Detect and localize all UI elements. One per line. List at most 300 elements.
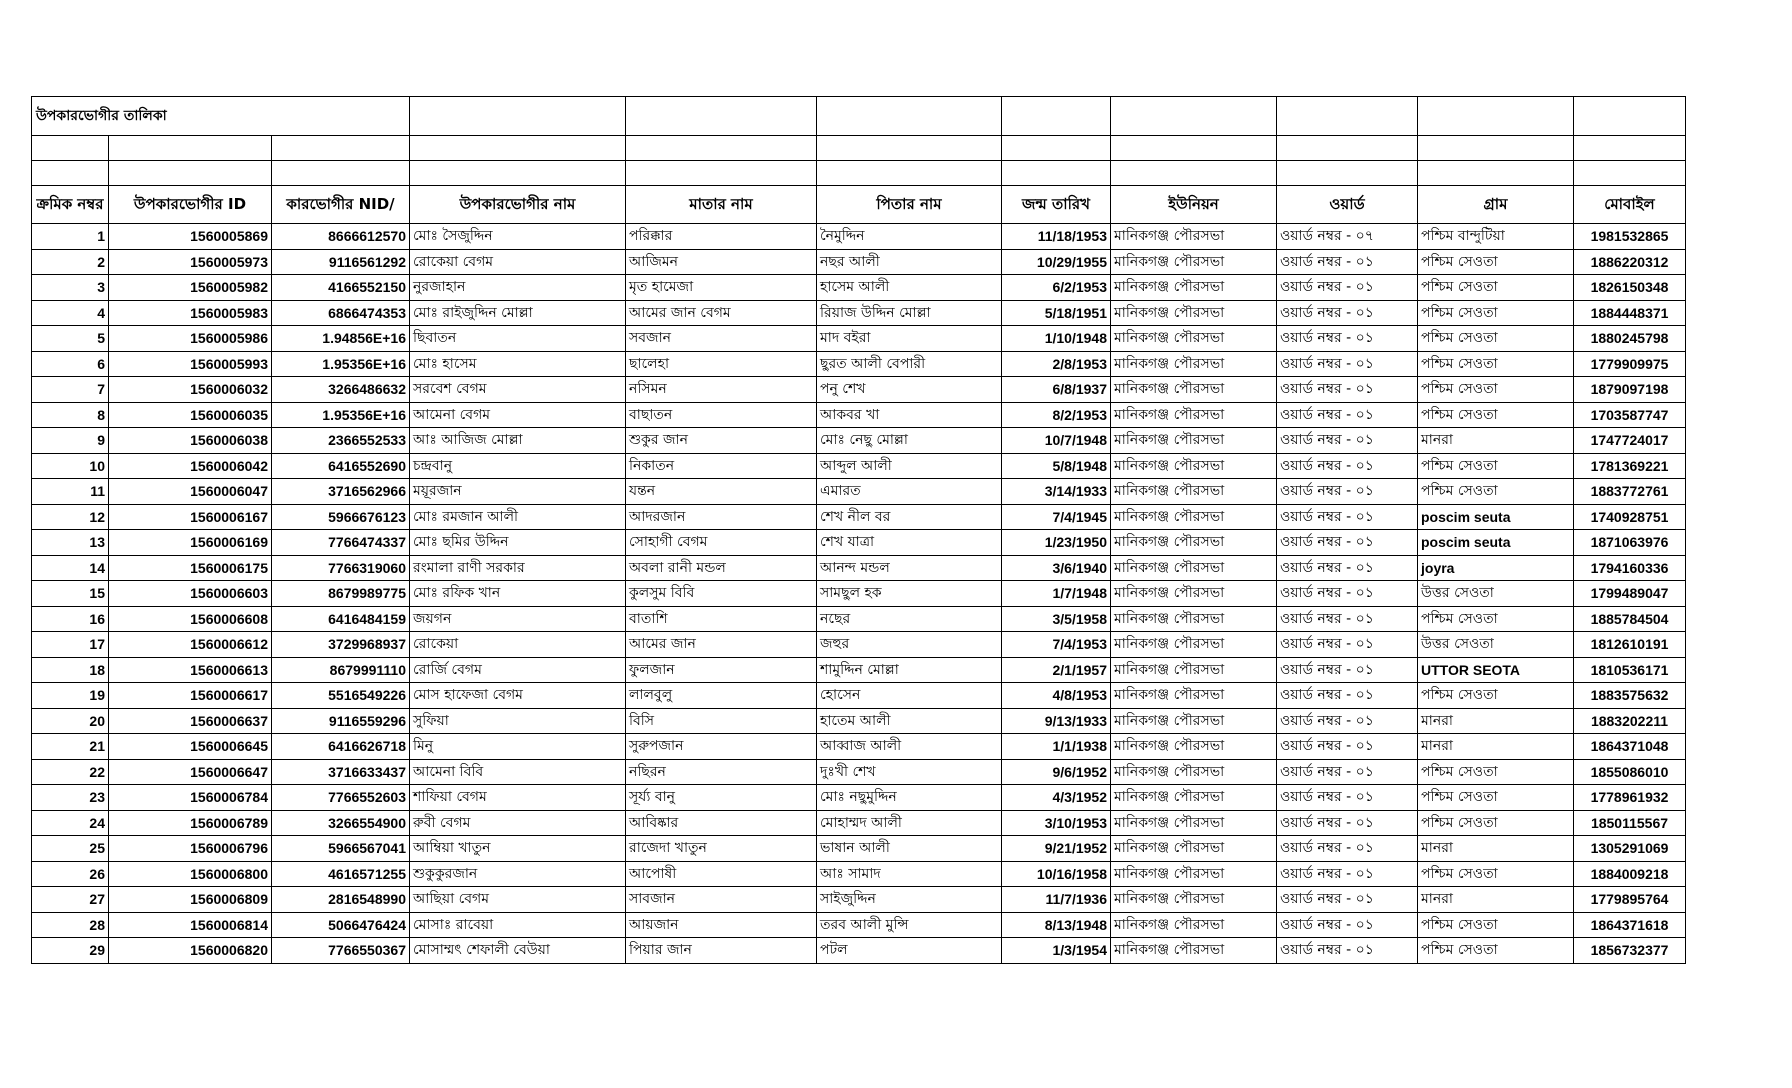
village-cell: মানরা	[1418, 708, 1574, 734]
union-cell: মানিকগঞ্জ পৌরসভা	[1111, 504, 1277, 530]
nid-cell: 3729968937	[272, 632, 410, 658]
beneficiary-name-cell: মোঃ রাইজুদ্দিন মোল্লা	[410, 300, 626, 326]
beneficiary-table	[31, 96, 1686, 964]
beneficiary-name-cell: মোঃ রফিক খান	[410, 581, 626, 607]
serial-cell: 28	[32, 912, 109, 938]
beneficiary-name-cell: মোস হাফেজা বেগম	[410, 683, 626, 709]
ward-cell: ওয়ার্ড নম্বর - ০১	[1277, 861, 1418, 887]
beneficiary-name-cell: আমেনা বেগম	[410, 402, 626, 428]
table-row	[32, 428, 1686, 454]
mobile-cell: 1880245798	[1574, 326, 1686, 352]
table-row	[32, 734, 1686, 760]
union-cell: মানিকগঞ্জ পৌরসভা	[1111, 530, 1277, 556]
mother-name-cell: পরিক্কার	[626, 224, 817, 250]
nid-cell: 3716633437	[272, 759, 410, 785]
village-cell: পশ্চিম সেওতা	[1418, 938, 1574, 964]
table-row	[32, 402, 1686, 428]
table-row	[32, 708, 1686, 734]
empty-cell	[1002, 136, 1111, 161]
father-name-cell: সাইজুদ্দিন	[817, 887, 1002, 913]
table-row	[32, 479, 1686, 505]
beneficiary-name-cell: মোঃ ছমির উদ্দিন	[410, 530, 626, 556]
serial-cell: 12	[32, 504, 109, 530]
mother-name-cell: আজিমন	[626, 249, 817, 275]
union-cell: মানিকগঞ্জ পৌরসভা	[1111, 300, 1277, 326]
birth-date-cell: 3/5/1958	[1002, 606, 1111, 632]
union-cell: মানিকগঞ্জ পৌরসভা	[1111, 912, 1277, 938]
beneficiary-name-cell: রোকেয়া	[410, 632, 626, 658]
nid-cell: 5516549226	[272, 683, 410, 709]
title-row	[32, 97, 1686, 136]
village-cell: পশ্চিম সেওতা	[1418, 351, 1574, 377]
serial-cell: 8	[32, 402, 109, 428]
village-cell: উত্তর সেওতা	[1418, 632, 1574, 658]
mother-name-cell: নিকাতন	[626, 453, 817, 479]
serial-cell: 16	[32, 606, 109, 632]
ward-cell: ওয়ার্ড নম্বর - ০১	[1277, 504, 1418, 530]
beneficiary-name-cell: মোঃ হাসেম	[410, 351, 626, 377]
beneficiary-id-cell: 1560006637	[109, 708, 272, 734]
ward-cell: ওয়ার্ড নম্বর - ০১	[1277, 581, 1418, 607]
beneficiary-id-cell: 1560006042	[109, 453, 272, 479]
beneficiary-id-cell: 1560006613	[109, 657, 272, 683]
mobile-cell: 1884448371	[1574, 300, 1686, 326]
beneficiary-name-cell: রোর্জি বেগম	[410, 657, 626, 683]
birth-date-cell: 8/2/1953	[1002, 402, 1111, 428]
ward-cell: ওয়ার্ড নম্বর - ০১	[1277, 402, 1418, 428]
mobile-cell: 1305291069	[1574, 836, 1686, 862]
father-name-cell: মাদ বইরা	[817, 326, 1002, 352]
empty-cell	[1111, 97, 1277, 136]
village-cell: poscim seuta	[1418, 530, 1574, 556]
father-name-cell: শেখ নীল বর	[817, 504, 1002, 530]
mother-name-cell: অবলা রানী মন্ডল	[626, 555, 817, 581]
header-father-name: পিতার নাম	[817, 186, 1002, 224]
beneficiary-id-cell: 1560005982	[109, 275, 272, 301]
village-cell: পশ্চিম সেওতা	[1418, 326, 1574, 352]
birth-date-cell: 9/21/1952	[1002, 836, 1111, 862]
ward-cell: ওয়ার্ড নম্বর - ০৭	[1277, 224, 1418, 250]
serial-cell: 1	[32, 224, 109, 250]
empty-cell	[32, 136, 109, 161]
empty-cell	[272, 161, 410, 186]
beneficiary-name-cell: মোসাম্মৎ শেফালী বেউয়া	[410, 938, 626, 964]
beneficiary-name-cell: সরবেশ বেগম	[410, 377, 626, 403]
ward-cell: ওয়ার্ড নম্বর - ০১	[1277, 351, 1418, 377]
table-row	[32, 861, 1686, 887]
mother-name-cell: সূর্য্য বানু	[626, 785, 817, 811]
birth-date-cell: 10/16/1958	[1002, 861, 1111, 887]
header-serial: ক্রমিক নম্বর	[32, 186, 109, 224]
village-cell: পশ্চিম সেওতা	[1418, 249, 1574, 275]
beneficiary-id-cell: 1560006796	[109, 836, 272, 862]
beneficiary-name-cell: মোঃ রমজান আলী	[410, 504, 626, 530]
mobile-cell: 1740928751	[1574, 504, 1686, 530]
ward-cell: ওয়ার্ড নম্বর - ০১	[1277, 683, 1418, 709]
father-name-cell: আব্দুল আলী	[817, 453, 1002, 479]
beneficiary-id-cell: 1560005983	[109, 300, 272, 326]
mobile-cell: 1794160336	[1574, 555, 1686, 581]
father-name-cell: নছের	[817, 606, 1002, 632]
empty-cell	[817, 161, 1002, 186]
mother-name-cell: আমের জান	[626, 632, 817, 658]
union-cell: মানিকগঞ্জ পৌরসভা	[1111, 861, 1277, 887]
birth-date-cell: 10/7/1948	[1002, 428, 1111, 454]
mobile-cell: 1778961932	[1574, 785, 1686, 811]
empty-cell	[1002, 161, 1111, 186]
beneficiary-name-cell: নুরজাহান	[410, 275, 626, 301]
union-cell: মানিকগঞ্জ পৌরসভা	[1111, 759, 1277, 785]
serial-cell: 3	[32, 275, 109, 301]
mobile-cell: 1884009218	[1574, 861, 1686, 887]
table-row	[32, 504, 1686, 530]
table-row	[32, 351, 1686, 377]
beneficiary-name-cell: রোকেয়া বেগম	[410, 249, 626, 275]
page-title: উপকারভোগীর তালিকা	[32, 97, 410, 136]
union-cell: মানিকগঞ্জ পৌরসভা	[1111, 938, 1277, 964]
table-row	[32, 581, 1686, 607]
ward-cell: ওয়ার্ড নম্বর - ০১	[1277, 708, 1418, 734]
beneficiary-name-cell: আমেনা বিবি	[410, 759, 626, 785]
nid-cell: 7766319060	[272, 555, 410, 581]
empty-cell	[626, 161, 817, 186]
birth-date-cell: 8/13/1948	[1002, 912, 1111, 938]
serial-cell: 11	[32, 479, 109, 505]
nid-cell: 6416484159	[272, 606, 410, 632]
mother-name-cell: মৃত হামেজা	[626, 275, 817, 301]
mother-name-cell: সোহাগী বেগম	[626, 530, 817, 556]
table-row	[32, 326, 1686, 352]
beneficiary-id-cell: 1560006617	[109, 683, 272, 709]
village-cell: পশ্চিম সেওতা	[1418, 785, 1574, 811]
father-name-cell: তরব আলী মুন্সি	[817, 912, 1002, 938]
father-name-cell: দুঃখী শেখ	[817, 759, 1002, 785]
village-cell: উত্তর সেওতা	[1418, 581, 1574, 607]
mother-name-cell: আয়জান	[626, 912, 817, 938]
mobile-cell: 1799489047	[1574, 581, 1686, 607]
union-cell: মানিকগঞ্জ পৌরসভা	[1111, 351, 1277, 377]
mother-name-cell: নছিরন	[626, 759, 817, 785]
mother-name-cell: লালবুলু	[626, 683, 817, 709]
mobile-cell: 1747724017	[1574, 428, 1686, 454]
mobile-cell: 1810536171	[1574, 657, 1686, 683]
union-cell: মানিকগঞ্জ পৌরসভা	[1111, 555, 1277, 581]
ward-cell: ওয়ার্ড নম্বর - ০১	[1277, 810, 1418, 836]
father-name-cell: আনন্দ মন্ডল	[817, 555, 1002, 581]
father-name-cell: জহুর	[817, 632, 1002, 658]
empty-cell	[32, 161, 109, 186]
union-cell: মানিকগঞ্জ পৌরসভা	[1111, 428, 1277, 454]
father-name-cell: রিয়াজ উদ্দিন মোল্লা	[817, 300, 1002, 326]
mother-name-cell: বাতাশি	[626, 606, 817, 632]
union-cell: মানিকগঞ্জ পৌরসভা	[1111, 249, 1277, 275]
beneficiary-id-cell: 1560006784	[109, 785, 272, 811]
table-row	[32, 275, 1686, 301]
father-name-cell: ছুরত আলী বেপারী	[817, 351, 1002, 377]
nid-cell: 1.95356E+16	[272, 351, 410, 377]
beneficiary-id-cell: 1560006169	[109, 530, 272, 556]
empty-cell	[626, 97, 817, 136]
nid-cell: 4616571255	[272, 861, 410, 887]
header-union: ইউনিয়ন	[1111, 186, 1277, 224]
beneficiary-id-cell: 1560006809	[109, 887, 272, 913]
serial-cell: 13	[32, 530, 109, 556]
beneficiary-id-cell: 1560006032	[109, 377, 272, 403]
beneficiary-id-cell: 1560005869	[109, 224, 272, 250]
empty-cell	[1574, 136, 1686, 161]
village-cell: পশ্চিম সেওতা	[1418, 606, 1574, 632]
serial-cell: 21	[32, 734, 109, 760]
serial-cell: 7	[32, 377, 109, 403]
empty-cell	[1418, 136, 1574, 161]
birth-date-cell: 9/13/1933	[1002, 708, 1111, 734]
table-row	[32, 224, 1686, 250]
nid-cell: 5966676123	[272, 504, 410, 530]
mother-name-cell: কুলসুম বিবি	[626, 581, 817, 607]
father-name-cell: মোঃ নছুমুদ্দিন	[817, 785, 1002, 811]
mother-name-cell: আপোষী	[626, 861, 817, 887]
mother-name-cell: রাজেদা খাতুন	[626, 836, 817, 862]
nid-cell: 9116561292	[272, 249, 410, 275]
ward-cell: ওয়ার্ড নম্বর - ০১	[1277, 249, 1418, 275]
village-cell: পশ্চিম সেওতা	[1418, 402, 1574, 428]
ward-cell: ওয়ার্ড নম্বর - ০১	[1277, 453, 1418, 479]
table-row	[32, 657, 1686, 683]
birth-date-cell: 6/2/1953	[1002, 275, 1111, 301]
beneficiary-id-cell: 1560006047	[109, 479, 272, 505]
table-row	[32, 249, 1686, 275]
serial-cell: 22	[32, 759, 109, 785]
ward-cell: ওয়ার্ড নম্বর - ০১	[1277, 326, 1418, 352]
nid-cell: 3716562966	[272, 479, 410, 505]
header-mobile: মোবাইল	[1574, 186, 1686, 224]
table-row	[32, 810, 1686, 836]
empty-cell	[109, 136, 272, 161]
beneficiary-name-cell: রুবী বেগম	[410, 810, 626, 836]
table-row	[32, 785, 1686, 811]
mobile-cell: 1779895764	[1574, 887, 1686, 913]
mother-name-cell: ফুলজান	[626, 657, 817, 683]
birth-date-cell: 3/14/1933	[1002, 479, 1111, 505]
nid-cell: 7766474337	[272, 530, 410, 556]
serial-cell: 29	[32, 938, 109, 964]
union-cell: মানিকগঞ্জ পৌরসভা	[1111, 402, 1277, 428]
mother-name-cell: শুকুর জান	[626, 428, 817, 454]
header-birth-date: জন্ম তারিখ	[1002, 186, 1111, 224]
ward-cell: ওয়ার্ড নম্বর - ০১	[1277, 836, 1418, 862]
mobile-cell: 1812610191	[1574, 632, 1686, 658]
mobile-cell: 1703587747	[1574, 402, 1686, 428]
beneficiary-id-cell: 1560006167	[109, 504, 272, 530]
empty-cell	[1111, 136, 1277, 161]
village-cell: মানরা	[1418, 887, 1574, 913]
union-cell: মানিকগঞ্জ পৌরসভা	[1111, 377, 1277, 403]
mobile-cell: 1826150348	[1574, 275, 1686, 301]
ward-cell: ওয়ার্ড নম্বর - ০১	[1277, 479, 1418, 505]
union-cell: মানিকগঞ্জ পৌরসভা	[1111, 657, 1277, 683]
mobile-cell: 1883575632	[1574, 683, 1686, 709]
nid-cell: 2816548990	[272, 887, 410, 913]
beneficiary-id-cell: 1560005986	[109, 326, 272, 352]
mother-name-cell: যন্তন	[626, 479, 817, 505]
header-beneficiary-id: উপকারভোগীর ID	[109, 186, 272, 224]
serial-cell: 24	[32, 810, 109, 836]
birth-date-cell: 6/8/1937	[1002, 377, 1111, 403]
mobile-cell: 1981532865	[1574, 224, 1686, 250]
empty-cell	[1418, 161, 1574, 186]
nid-cell: 7766550367	[272, 938, 410, 964]
nid-cell: 1.94856E+16	[272, 326, 410, 352]
birth-date-cell: 1/7/1948	[1002, 581, 1111, 607]
serial-cell: 14	[32, 555, 109, 581]
mother-name-cell: বিসি	[626, 708, 817, 734]
nid-cell: 5966567041	[272, 836, 410, 862]
serial-cell: 18	[32, 657, 109, 683]
village-cell: মানরা	[1418, 428, 1574, 454]
beneficiary-name-cell: আম্বিয়া খাতুন	[410, 836, 626, 862]
mobile-cell: 1856732377	[1574, 938, 1686, 964]
beneficiary-id-cell: 1560006789	[109, 810, 272, 836]
beneficiary-id-cell: 1560006647	[109, 759, 272, 785]
mother-name-cell: সুরুপজান	[626, 734, 817, 760]
serial-cell: 26	[32, 861, 109, 887]
beneficiary-id-cell: 1560006814	[109, 912, 272, 938]
village-cell: poscim seuta	[1418, 504, 1574, 530]
village-cell: পশ্চিম সেওতা	[1418, 912, 1574, 938]
father-name-cell: নছর আলী	[817, 249, 1002, 275]
mother-name-cell: সাবজান	[626, 887, 817, 913]
nid-cell: 6416626718	[272, 734, 410, 760]
nid-cell: 8679991110	[272, 657, 410, 683]
mother-name-cell: আমের জান বেগম	[626, 300, 817, 326]
ward-cell: ওয়ার্ড নম্বর - ০১	[1277, 377, 1418, 403]
empty-cell	[109, 161, 272, 186]
table-row	[32, 606, 1686, 632]
beneficiary-name-cell: জয়গন	[410, 606, 626, 632]
mother-name-cell: নসিমন	[626, 377, 817, 403]
beneficiary-id-cell: 1560006035	[109, 402, 272, 428]
header-mother-name: মাতার নাম	[626, 186, 817, 224]
father-name-cell: হোসেন	[817, 683, 1002, 709]
header-nid: কারভোগীর NID/	[272, 186, 410, 224]
birth-date-cell: 3/10/1953	[1002, 810, 1111, 836]
nid-cell: 3266554900	[272, 810, 410, 836]
union-cell: মানিকগঞ্জ পৌরসভা	[1111, 275, 1277, 301]
empty-cell	[1277, 97, 1418, 136]
village-cell: পশ্চিম সেওতা	[1418, 759, 1574, 785]
birth-date-cell: 2/8/1953	[1002, 351, 1111, 377]
union-cell: মানিকগঞ্জ পৌরসভা	[1111, 479, 1277, 505]
nid-cell: 2366552533	[272, 428, 410, 454]
union-cell: মানিকগঞ্জ পৌরসভা	[1111, 606, 1277, 632]
serial-cell: 27	[32, 887, 109, 913]
mother-name-cell: সবজান	[626, 326, 817, 352]
ward-cell: ওয়ার্ড নম্বর - ০১	[1277, 785, 1418, 811]
nid-cell: 4166552150	[272, 275, 410, 301]
table-row	[32, 912, 1686, 938]
beneficiary-id-cell: 1560006800	[109, 861, 272, 887]
father-name-cell: এমারত	[817, 479, 1002, 505]
father-name-cell: আব্বাজ আলী	[817, 734, 1002, 760]
empty-cell	[410, 161, 626, 186]
nid-cell: 6866474353	[272, 300, 410, 326]
ward-cell: ওয়ার্ড নম্বর - ০১	[1277, 275, 1418, 301]
beneficiary-name-cell: সুফিয়া	[410, 708, 626, 734]
nid-cell: 8666612570	[272, 224, 410, 250]
serial-cell: 20	[32, 708, 109, 734]
birth-date-cell: 1/10/1948	[1002, 326, 1111, 352]
nid-cell: 3266486632	[272, 377, 410, 403]
father-name-cell: শেখ যাত্রা	[817, 530, 1002, 556]
birth-date-cell: 9/6/1952	[1002, 759, 1111, 785]
union-cell: মানিকগঞ্জ পৌরসভা	[1111, 326, 1277, 352]
beneficiary-id-cell: 1560005973	[109, 249, 272, 275]
empty-cell	[410, 136, 626, 161]
beneficiary-name-cell: আঃ আজিজ মোল্লা	[410, 428, 626, 454]
mobile-cell: 1883202211	[1574, 708, 1686, 734]
father-name-cell: ভাষান আলী	[817, 836, 1002, 862]
blank-row	[32, 161, 1686, 186]
village-cell: পশ্চিম সেওতা	[1418, 377, 1574, 403]
birth-date-cell: 7/4/1945	[1002, 504, 1111, 530]
table-row	[32, 555, 1686, 581]
mobile-cell: 1885784504	[1574, 606, 1686, 632]
ward-cell: ওয়ার্ড নম্বর - ০১	[1277, 632, 1418, 658]
header-village: গ্রাম	[1418, 186, 1574, 224]
union-cell: মানিকগঞ্জ পৌরসভা	[1111, 708, 1277, 734]
ward-cell: ওয়ার্ড নম্বর - ০১	[1277, 606, 1418, 632]
father-name-cell: হাতেম আলী	[817, 708, 1002, 734]
ward-cell: ওয়ার্ড নম্বর - ০১	[1277, 734, 1418, 760]
union-cell: মানিকগঞ্জ পৌরসভা	[1111, 785, 1277, 811]
empty-cell	[817, 97, 1002, 136]
table-row	[32, 453, 1686, 479]
beneficiary-id-cell: 1560006603	[109, 581, 272, 607]
ward-cell: ওয়ার্ড নম্বর - ০১	[1277, 912, 1418, 938]
mother-name-cell: বাছাতন	[626, 402, 817, 428]
union-cell: মানিকগঞ্জ পৌরসভা	[1111, 453, 1277, 479]
birth-date-cell: 11/18/1953	[1002, 224, 1111, 250]
union-cell: মানিকগঞ্জ পৌরসভা	[1111, 581, 1277, 607]
serial-cell: 19	[32, 683, 109, 709]
nid-cell: 7766552603	[272, 785, 410, 811]
nid-cell: 9116559296	[272, 708, 410, 734]
beneficiary-name-cell: ময়ূরজান	[410, 479, 626, 505]
empty-cell	[1111, 161, 1277, 186]
mobile-cell: 1855086010	[1574, 759, 1686, 785]
village-cell: joyra	[1418, 555, 1574, 581]
village-cell: পশ্চিম সেওতা	[1418, 810, 1574, 836]
beneficiary-id-cell: 1560005993	[109, 351, 272, 377]
father-name-cell: আকবর খা	[817, 402, 1002, 428]
beneficiary-id-cell: 1560006038	[109, 428, 272, 454]
village-cell: পশ্চিম সেওতা	[1418, 479, 1574, 505]
serial-cell: 17	[32, 632, 109, 658]
empty-cell	[1277, 136, 1418, 161]
beneficiary-name-cell: আছিয়া বেগম	[410, 887, 626, 913]
beneficiary-id-cell: 1560006612	[109, 632, 272, 658]
header-beneficiary-name: উপকারভোগীর নাম	[410, 186, 626, 224]
empty-cell	[1574, 161, 1686, 186]
serial-cell: 10	[32, 453, 109, 479]
empty-cell	[1418, 97, 1574, 136]
mobile-cell: 1871063976	[1574, 530, 1686, 556]
table-row	[32, 759, 1686, 785]
village-cell: মানরা	[1418, 836, 1574, 862]
serial-cell: 23	[32, 785, 109, 811]
header-ward: ওয়ার্ড	[1277, 186, 1418, 224]
union-cell: মানিকগঞ্জ পৌরসভা	[1111, 836, 1277, 862]
